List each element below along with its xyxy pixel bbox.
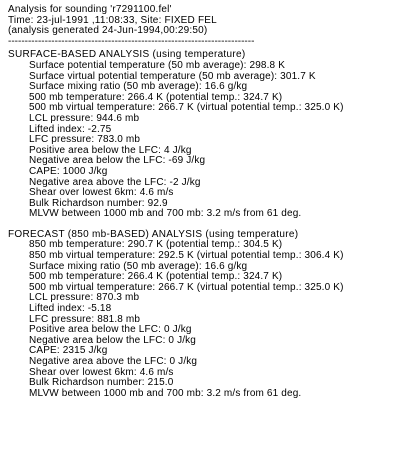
forecast-line: Bulk Richardson number: 215.0 <box>29 377 174 389</box>
report-generated: (analysis generated 24-Jun-1994,00:29:50) <box>8 25 208 37</box>
forecast-line: LFC pressure: 881.8 mb <box>29 313 141 325</box>
forecast-line: Negative area above the LFC: 0 J/kg <box>29 356 198 367</box>
surface-based-line: Surface potential temperature (50 mb average): 298.8 K <box>29 59 286 71</box>
sounding-analysis-report <box>8 5 418 399</box>
forecast-line: 850 mb temperature: 290.7 K (potential temp.: 304.5 K) <box>29 239 283 251</box>
forecast-line: 850 mb virtual temperature: 292.5 K (virtual potential temp.: 306.4 K) <box>29 250 344 262</box>
surface-based-line: Negative area above the LFC: -2 J/kg <box>29 176 201 188</box>
surface-based-line: Shear over lowest 6km: 4.6 m/s <box>29 187 174 199</box>
surface-based-line: Surface virtual potential temperature (50 mb average): 301.7 K <box>29 70 316 82</box>
forecast-line: Positive area below the LFC: 0 J/kg <box>29 324 192 336</box>
forecast-line: Shear over lowest 6km: 4.6 m/s <box>29 366 174 378</box>
forecast-section <box>8 240 418 399</box>
surface-based-line: 500 mb virtual temperature: 266.7 K (virtual potential temp.: 325.0 K) <box>29 102 344 114</box>
forecast-line: Negative area below the LFC: 0 J/kg <box>29 334 197 346</box>
forecast-line: 500 mb temperature: 266.4 K (potential temp.: 324.7 K) <box>29 271 283 283</box>
report-title: Analysis for sounding 'r7291100.fel' <box>8 4 172 15</box>
surface-based-line: Surface mixing ratio (50 mb average): 16.6 g/kg <box>29 81 248 93</box>
forecast-line: Surface mixing ratio (50 mb average): 16.6 g/kg <box>29 260 248 272</box>
surface-based-section <box>8 61 418 220</box>
forecast-line: CAPE: 2315 J/kg <box>29 345 108 357</box>
forecast-line: MLVW between 1000 mb and 700 mb: 3.2 m/s from 61 deg. <box>29 387 302 399</box>
forecast-line: Lifted index: -5.18 <box>29 303 112 315</box>
surface-based-line: Bulk Richardson number: 92.9 <box>29 197 168 209</box>
surface-based-line: Lifted index: -2.75 <box>29 123 112 135</box>
forecast-line: 500 mb virtual temperature: 266.7 K (virtual potential temp.: 325.0 K) <box>29 281 344 293</box>
forecast-line: LCL pressure: 870.3 mb <box>29 292 140 304</box>
report-time-site: Time: 23-jul-1991 ,11:08:33, Site: FIXED FEL <box>8 14 217 26</box>
forecast-section-title: FORECAST (850 mb-BASED) ANALYSIS (using temperature) <box>8 228 299 240</box>
surface-based-section-title: SURFACE-BASED ANALYSIS (using temperature) <box>8 49 246 61</box>
surface-based-line: 500 mb temperature: 266.4 K (potential temp.: 324.7 K) <box>29 91 283 103</box>
surface-based-line: Positive area below the LFC: 4 J/kg <box>29 144 192 156</box>
surface-based-line: CAPE: 1000 J/kg <box>29 165 108 177</box>
surface-based-line: MLVW between 1000 mb and 700 mb: 3.2 m/s from 61 deg. <box>29 208 302 220</box>
surface-based-line: LCL pressure: 944.6 mb <box>29 112 140 124</box>
separator-line: -------------------------------------------------------------------------- <box>8 36 255 47</box>
surface-based-line: LFC pressure: 783.0 mb <box>29 134 141 146</box>
surface-based-line: Negative area below the LFC: -69 J/kg <box>29 155 206 167</box>
